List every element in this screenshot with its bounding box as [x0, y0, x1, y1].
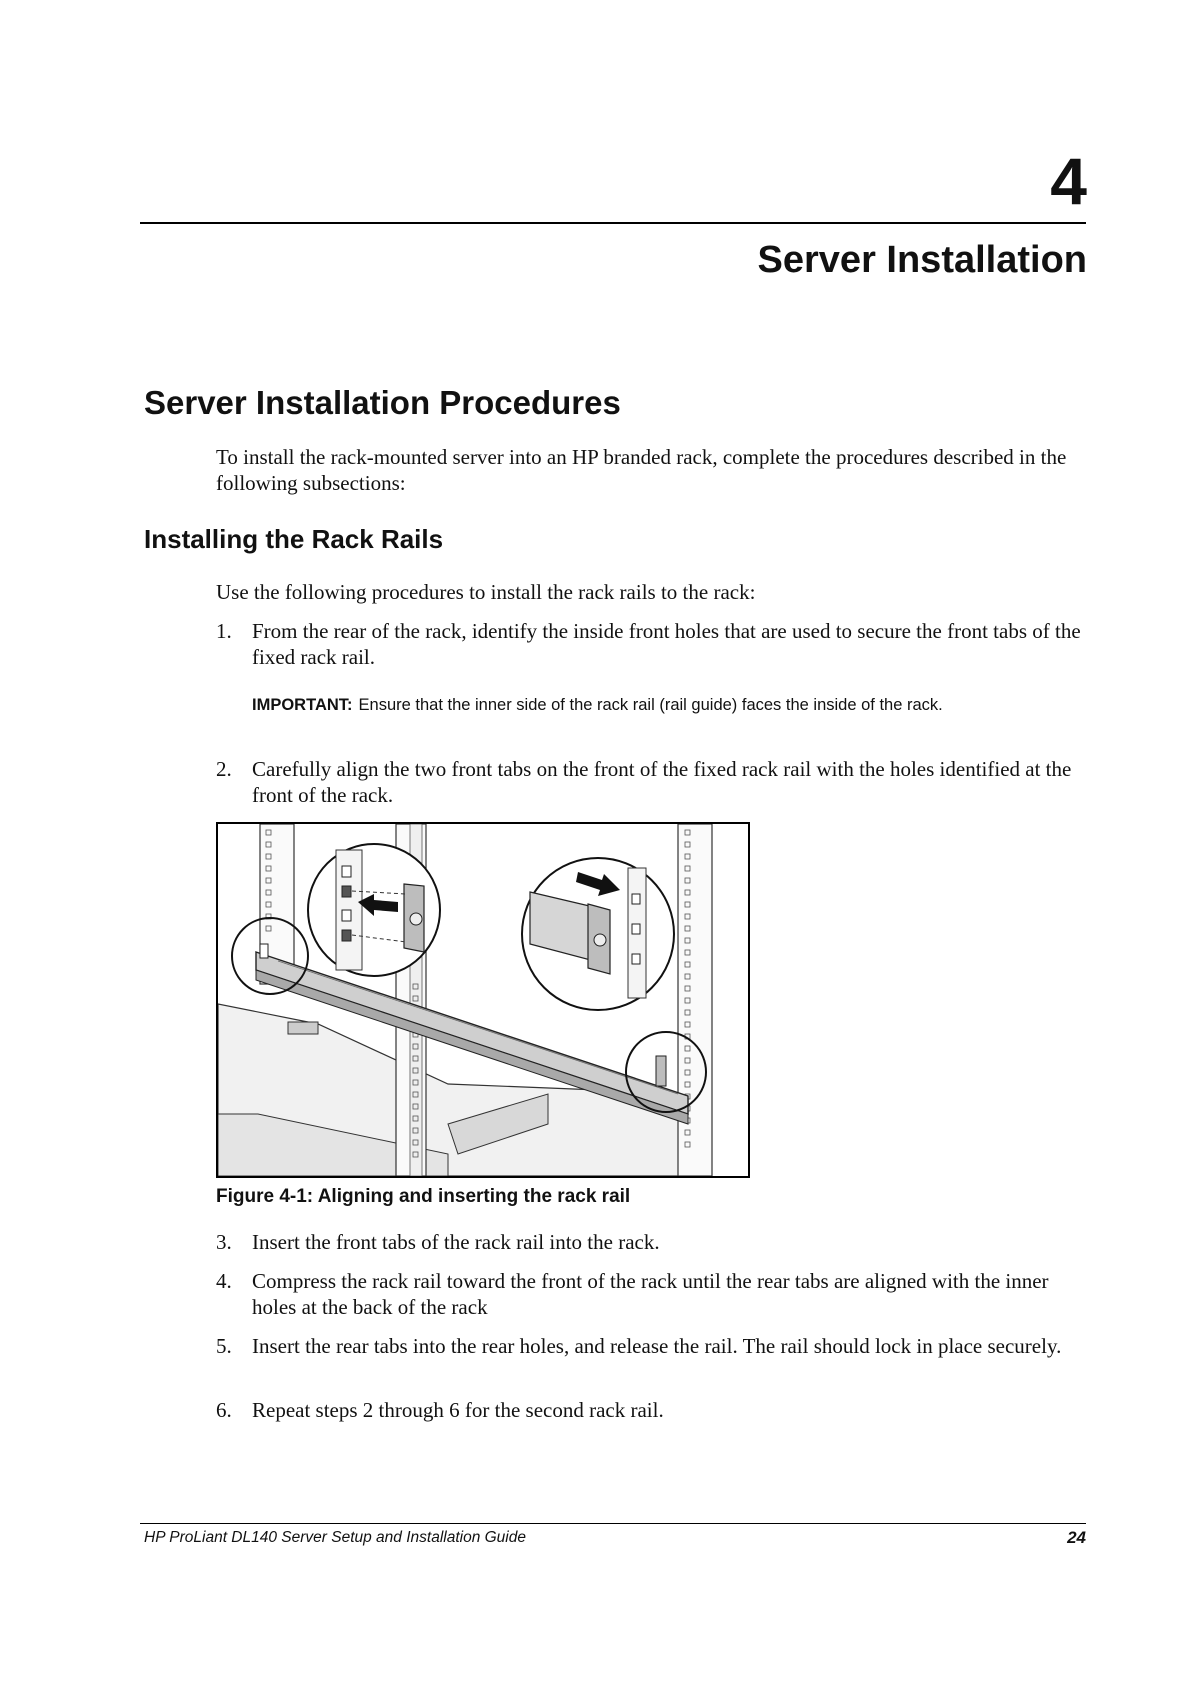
- step-text: Insert the rear tabs into the rear holes, and release the rail. The rail should lock in place securely.: [252, 1334, 1062, 1358]
- step-1: [216, 618, 1086, 670]
- step-number: 4.: [216, 1269, 232, 1293]
- important-label: IMPORTANT:: [252, 696, 353, 714]
- section-intro: To install the rack-mounted server into an HP branded rack, complete the procedures described in the following subsections:: [216, 445, 1067, 495]
- step-number: 2.: [216, 757, 232, 781]
- subsection-heading: Installing the Rack Rails: [144, 524, 444, 554]
- step-5: [216, 1333, 1086, 1359]
- page-number: 24: [1067, 1528, 1086, 1547]
- important-note: [252, 694, 992, 716]
- step-3: [216, 1229, 1086, 1255]
- step-number: 5.: [216, 1334, 232, 1358]
- step-text: Repeat steps 2 through 6 for the second rack rail.: [252, 1398, 664, 1422]
- footer-title: HP ProLiant DL140 Server Setup and Installation Guide: [144, 1529, 526, 1546]
- chapter-number: 4: [1050, 144, 1087, 218]
- section-heading: Server Installation Procedures: [144, 384, 621, 421]
- subsection-intro: Use the following procedures to install the rack rails to the rack:: [216, 580, 756, 604]
- step-text: Carefully align the two front tabs on the front of the fixed rack rail with the holes identified at the front of the rack.: [252, 757, 1072, 807]
- step-number: 1.: [216, 619, 232, 643]
- rack-rail-figure: [216, 822, 750, 1178]
- step-text: Insert the front tabs of the rack rail into the rack.: [252, 1230, 660, 1254]
- step-2: [216, 756, 1086, 808]
- chapter-rule: [140, 222, 1086, 224]
- figure-caption: Figure 4-1: Aligning and inserting the rack rail: [216, 1186, 631, 1207]
- step-text: Compress the rack rail toward the front of the rack until the rear tabs are aligned with the inner holes at the back of the rack: [252, 1269, 1049, 1319]
- step-6: [216, 1397, 1086, 1423]
- important-text: Ensure that the inner side of the rack rail (rail guide) faces the inside of the rack.: [358, 696, 943, 714]
- footer-rule: [140, 1523, 1086, 1524]
- step-text: From the rear of the rack, identify the inside front holes that are used to secure the front tabs of the fixed rack rail.: [252, 619, 1081, 669]
- step-4: [216, 1268, 1086, 1320]
- chapter-title: Server Installation: [757, 239, 1087, 281]
- step-number: 3.: [216, 1230, 232, 1254]
- step-number: 6.: [216, 1398, 232, 1422]
